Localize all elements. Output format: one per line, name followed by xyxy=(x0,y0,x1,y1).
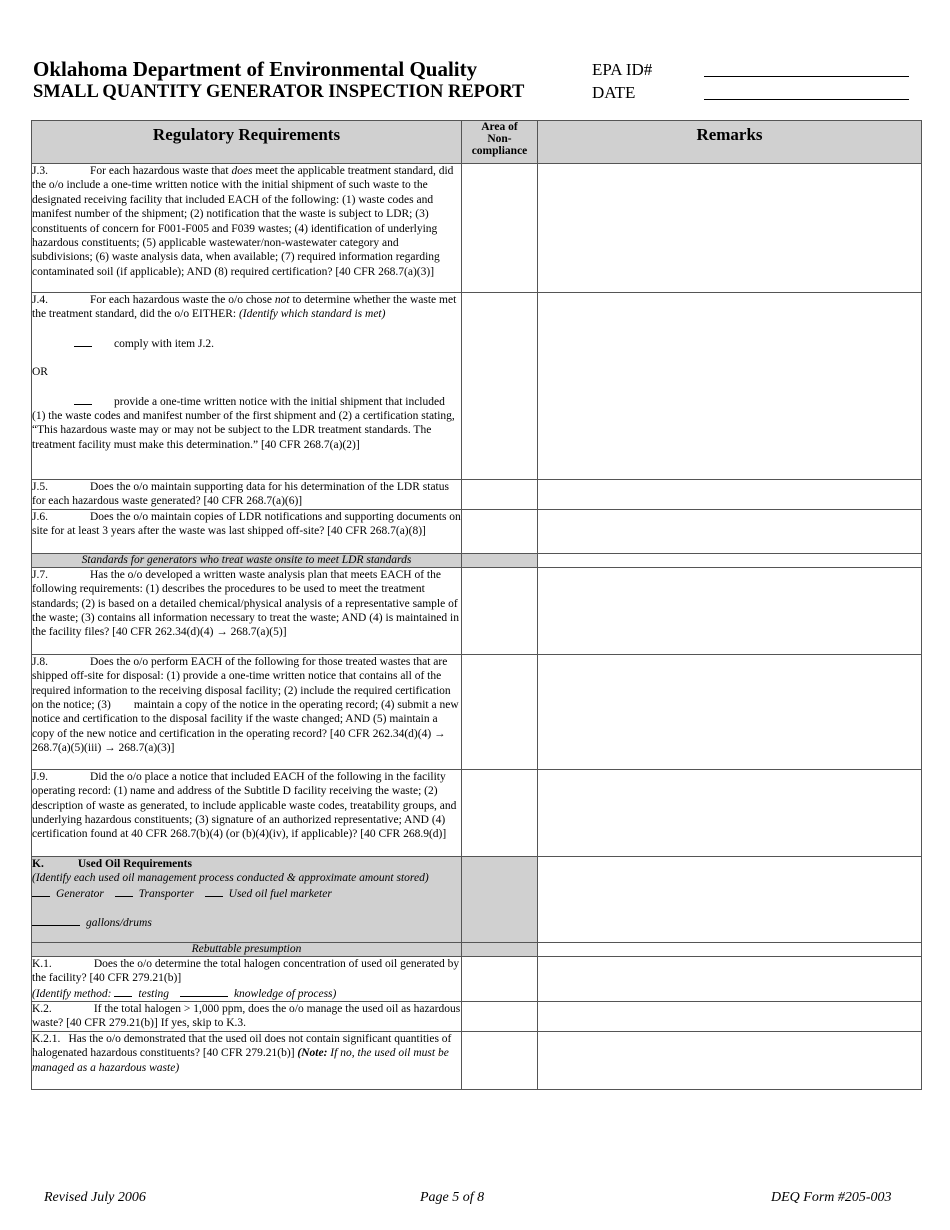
epa-id-label: EPA ID# xyxy=(592,60,653,79)
table-row xyxy=(32,293,922,480)
noncompliance-cell-k1[interactable] xyxy=(462,956,538,1001)
knowledge-checkbox[interactable] xyxy=(180,986,228,997)
header-remarks: Remarks xyxy=(538,121,922,164)
noncompliance-cell-j7[interactable] xyxy=(462,567,538,654)
noncompliance-cell-k2[interactable] xyxy=(462,1002,538,1032)
section-bar-label: Standards for generators who treat waste onsite to meet LDR standards xyxy=(32,553,462,567)
table-row xyxy=(32,509,922,553)
remarks-cell-j4[interactable] xyxy=(538,293,922,480)
date-field[interactable] xyxy=(704,99,909,100)
agency-title: Oklahoma Department of Environmental Quality xyxy=(33,57,478,81)
table-row xyxy=(32,654,922,769)
j4-option1-checkbox[interactable] xyxy=(74,336,92,347)
requirement-j6: J.6. Does the o/o maintain copies of LDR notifications and supporting documents on site for at least 3 years after the waste was last shipped off-site? [40 CFR 268.7(a)(8)] xyxy=(32,509,462,553)
table-row xyxy=(32,480,922,510)
section-k: K. Used Oil Requirements (Identify each used oil management process conducted & approximate amount stored) Generator Transporter Used oil fuel marketer gallons/drums xyxy=(32,856,462,942)
noncompliance-cell-j4[interactable] xyxy=(462,293,538,480)
section-k-row xyxy=(32,856,922,942)
amount-field[interactable] xyxy=(32,915,80,926)
noncompliance-cell-j8[interactable] xyxy=(462,654,538,769)
table-row xyxy=(32,1031,922,1089)
header-regulatory-requirements: Regulatory Requirements xyxy=(32,121,462,164)
noncompliance-cell-j3[interactable] xyxy=(462,164,538,293)
remarks-cell-j3[interactable] xyxy=(538,164,922,293)
remarks-cell-j8[interactable] xyxy=(538,654,922,769)
table-row xyxy=(32,1002,922,1032)
requirement-j9: J.9. Did the o/o place a notice that included EACH of the following in the facility operating record: (1) name and address of the Subtitle D facility receiving the waste; (2) description of waste as generated, to include applicable waste codes, treatability groups, and underlying hazardous constituents; (3) signature of an authorized representative; AND (4) certification found at 40 CFR 268.7(b)(4) (or (b)(4)(iv), if applicable)? [40 CFR 268.9(d)] xyxy=(32,769,462,856)
table-row xyxy=(32,567,922,654)
date-label: DATE xyxy=(592,83,636,102)
requirement-k1: K.1. Does the o/o determine the total halogen concentration of used oil generated by the facility? [40 CFR 279.21(b)] (Identify method: testing knowledge of process) xyxy=(32,956,462,1001)
section-bar-label: Rebuttable presumption xyxy=(32,942,462,956)
section-bar xyxy=(32,942,922,956)
generator-checkbox[interactable] xyxy=(32,886,50,897)
report-title: SMALL QUANTITY GENERATOR INSPECTION REPORT xyxy=(33,82,525,102)
requirement-k2: K.2. If the total halogen > 1,000 ppm, does the o/o manage the used oil as hazardous waste? [40 CFR 279.21(b)] If yes, skip to K.3. xyxy=(32,1003,461,1030)
table-row xyxy=(32,956,922,1001)
requirement-j3: J.3. For each hazardous waste that does meet the applicable treatment standard, did the o/o include a one-time written notice with the initial shipment of such waste to the designated receiving facility that included EACH of the following: (1) waste codes and manifest number of the shipment; (2) notification that the waste is subject to LDR; (3) constituents of concern for F001-F005 and F039 wastes; (4) identification of underlying hazardous constituents; (5) applicable wastewater/non-wastewater category and subdivisions; (6) waste analysis data, when available; (7) required information regarding contaminated soil (if applicable); AND (8) required certification? [40 CFR 268.7(a)(3)] xyxy=(32,164,462,293)
requirement-j5: J.5. Does the o/o maintain supporting data for his determination of the LDR status for each hazardous waste generated? [40 CFR 268.7(a)(6)] xyxy=(32,480,462,510)
noncompliance-cell-j9[interactable] xyxy=(462,769,538,856)
remarks-cell-j9[interactable] xyxy=(538,769,922,856)
transporter-checkbox[interactable] xyxy=(115,886,133,897)
table-row xyxy=(32,164,922,293)
noncompliance-cell-k2-1[interactable] xyxy=(462,1031,538,1089)
remarks-cell-k2-1[interactable] xyxy=(538,1031,922,1089)
remarks-cell-j6[interactable] xyxy=(538,509,922,553)
noncompliance-cell-j5[interactable] xyxy=(462,480,538,510)
requirement-k2-1: K.2.1. Has the o/o demonstrated that the used oil does not contain significant quantities of halogenated hazardous constituents? [40 CFR 279.21(b)] (Note: If no, the used oil must be managed as a hazardous waste) xyxy=(32,1031,462,1089)
footer-page-number: Page 5 of 8 xyxy=(420,1190,485,1205)
page-header xyxy=(33,58,923,106)
remarks-cell-k1[interactable] xyxy=(538,956,922,1001)
noncompliance-cell-j6[interactable] xyxy=(462,509,538,553)
section-bar xyxy=(32,553,922,567)
testing-checkbox[interactable] xyxy=(114,986,132,997)
header-area-of-noncompliance: Area of Non- compliance xyxy=(462,121,538,164)
requirement-j7: J.7. Has the o/o developed a written waste analysis plan that meets EACH of the following requirements: (1) describes the procedures to be used to meet the treatment standards; (2) is based on a detailed chemical/physical analysis of a representative sample of the waste; (3) contains all information necessary to treat the waste; AND (4) is maintained in the facility files? [40 CFR 262.34(d)(4) → 268.7(a)(5)] xyxy=(32,567,462,654)
footer-form-number: DEQ Form #205-003 xyxy=(771,1190,892,1205)
epa-id-field[interactable] xyxy=(704,76,909,77)
j4-option2-checkbox[interactable] xyxy=(74,394,92,405)
remarks-cell-j5[interactable] xyxy=(538,480,922,510)
requirement-j8: J.8. Does the o/o perform EACH of the following for those treated wastes that are shipped off-site for disposal: (1) provide a one-time written notice that contains all of the required information to the receiving disposal facility; (2) include the required certification on the notice; (3) maintain a copy of the notice in the operating record; (4) submit a new notice and certification to the disposal facility if the waste changed; AND (5) maintain a copy of the new notice and certification in the operating record? [40 CFR 262.34(d)(4) → 268.7(a)(5)(iii) → 268.7(a)(3)] xyxy=(32,654,462,769)
table-row xyxy=(32,769,922,856)
requirement-j4: J.4. For each hazardous waste the o/o chose not to determine whether the waste met the treatment standard, did the o/o EITHER: (Identify which standard is met) comply with item J.2. OR provide a one-time written notice with the initial shipment that included (1) the waste codes and manifest number of the first shipment and (2) a certification stating, “This hazardous waste may or may not be subject to the LDR treatment standards. The treatment facility must make this determination.” [40 CFR 268.7(a)(2)] xyxy=(32,293,462,480)
remarks-cell-k2[interactable] xyxy=(538,1002,922,1032)
footer-revised: Revised July 2006 xyxy=(44,1190,146,1205)
marketer-checkbox[interactable] xyxy=(205,886,223,897)
inspection-table xyxy=(31,120,922,1090)
remarks-cell-j7[interactable] xyxy=(538,567,922,654)
